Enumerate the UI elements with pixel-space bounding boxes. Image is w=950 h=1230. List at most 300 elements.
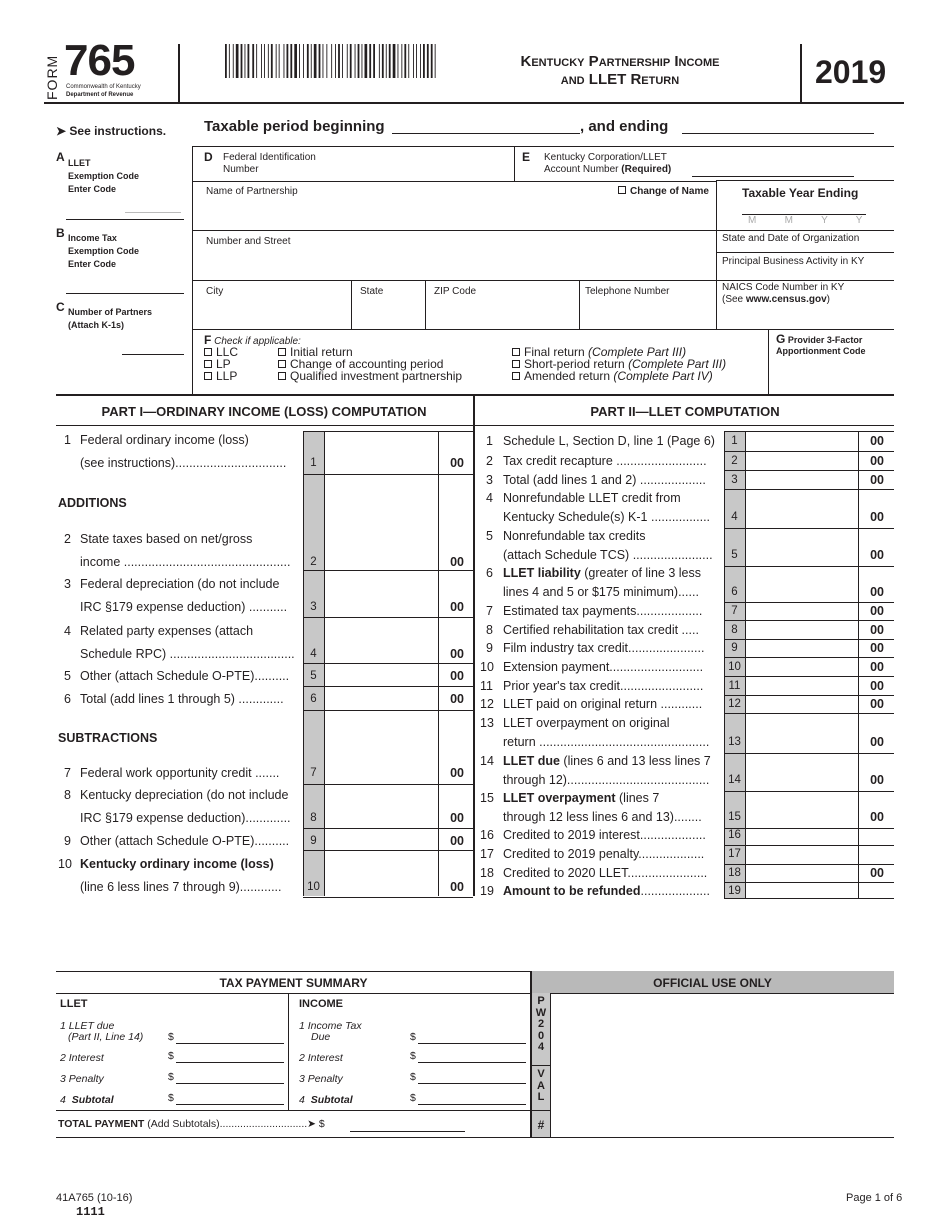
summary-header-rule (56, 993, 894, 994)
barcode-bar (362, 44, 363, 78)
part2-line-text: Kentucky Schedule(s) K-1 ................. (503, 510, 711, 524)
part2-line-span: Credited to 2019 interest................... (503, 828, 706, 842)
e-letter: E (522, 150, 531, 164)
part1-cents-zeros: 00 (450, 669, 464, 683)
part1-box-label: 1 (310, 457, 317, 469)
part2-line-span: (lines 7 (615, 791, 660, 805)
ky-account-input[interactable] (692, 176, 854, 177)
part2-row-rule (724, 489, 894, 490)
part1-box-label: 7 (310, 767, 317, 779)
a-dash-hint (125, 212, 181, 213)
part2-cents-zeros: 00 (870, 773, 884, 787)
form-code: 41A765 (10-16) (56, 1192, 133, 1204)
period-beginning-field[interactable] (392, 133, 580, 134)
partnership-name-input[interactable] (206, 200, 606, 226)
qualified-partnership-checkbox[interactable]: Qualified investment partnership (278, 370, 462, 382)
part1-row-rule (303, 617, 473, 618)
part2-line-text (503, 716, 670, 730)
part2-line-number: 3 (486, 473, 493, 487)
part2-amount-input[interactable] (747, 771, 856, 788)
part2-amount-input[interactable] (747, 808, 856, 825)
official-use-title: OFFICIAL USE ONLY (653, 976, 772, 990)
llet-due-label: 1 LLET due (Part II, Line 14) (60, 1020, 144, 1043)
zip-phone-divider (579, 280, 580, 329)
part2-line-number: 10 (480, 660, 494, 674)
part1-cents-zeros: 00 (450, 811, 464, 825)
part1-line-number: 3 (64, 577, 71, 591)
income-dollar-sign: $ (410, 1092, 416, 1104)
id-bottom-rule (56, 394, 894, 396)
parts-divider (473, 394, 475, 896)
part2-amount-input[interactable] (747, 677, 856, 694)
income-heading: INCOME (299, 998, 343, 1010)
llet-penalty-label: 3 Penalty (60, 1073, 104, 1085)
llet-amount-input[interactable] (176, 1043, 284, 1044)
barcode-bar (386, 44, 387, 78)
part2-amount-input[interactable] (747, 864, 856, 881)
part2-line-span: Nonrefundable tax credits (503, 529, 646, 543)
part2-amount-input[interactable] (747, 845, 856, 862)
d-label: Federal Identification Number (223, 152, 316, 175)
part2-box-label: 1 (731, 435, 738, 447)
barcode-bar (404, 44, 406, 78)
part2-box-label: 11 (728, 680, 741, 692)
id-right-mid (716, 252, 894, 253)
official-strip-border (550, 993, 551, 1137)
part1-amount-input[interactable] (326, 809, 436, 827)
llet-amount-input[interactable] (176, 1083, 284, 1084)
part2-line-number: 7 (486, 604, 493, 618)
id-street-bottom (192, 280, 894, 281)
part2-amount-input[interactable] (747, 882, 856, 899)
part2-line-number: 5 (486, 529, 493, 543)
barcode-bar (319, 44, 321, 78)
part1-cents-zeros: 00 (450, 647, 464, 661)
part1-cents-zeros: 00 (450, 600, 464, 614)
part1-amount-input[interactable] (326, 598, 436, 616)
part1-row-rule (303, 710, 473, 711)
part2-line-text (503, 679, 703, 693)
part2-line-span: Certified rehabilitation tax credit ..... (503, 623, 699, 637)
barcode-bar (355, 44, 356, 78)
part1-line-text: State taxes based on net/gross (80, 532, 253, 546)
part2-line-bold: LLET due (503, 754, 560, 768)
a-letter: A (56, 150, 65, 164)
llp-checkbox[interactable]: LLP (204, 370, 238, 382)
part2-amount-input[interactable] (747, 695, 856, 712)
part1-amount-input[interactable] (326, 832, 436, 850)
barcode-bar (431, 44, 433, 78)
part2-box-label: 8 (731, 624, 738, 636)
part2-line-number: 17 (480, 847, 494, 861)
city-label: City (206, 286, 224, 297)
part2-box-label: 16 (728, 829, 741, 841)
part2-line-span: Nonrefundable LLET credit from (503, 491, 681, 505)
part1-amount-input[interactable] (326, 667, 436, 685)
part2-line-span: Total (add lines 1 and 2) ................... (503, 473, 706, 487)
part2-line-number: 16 (480, 828, 494, 842)
part2-box-label: 13 (728, 736, 741, 748)
llet-amount-input[interactable] (176, 1062, 284, 1063)
page-number: Page 1 of 6 (846, 1192, 903, 1204)
state-date-org-label: State and Date of Organization (722, 233, 860, 244)
part2-line-span: (greater of line 3 less (580, 566, 701, 580)
part1-line-text: IRC §179 expense deduction) ........... (80, 600, 288, 614)
part2-line-span: LLET paid on original return ............ (503, 697, 703, 711)
part2-line-number: 15 (480, 791, 494, 805)
part2-cents-zeros: 00 (870, 585, 884, 599)
part2-box-label: 3 (731, 474, 738, 486)
barcode-bar (347, 44, 348, 78)
part2-cents-zeros: 00 (870, 434, 884, 448)
form-number: 765 (64, 36, 135, 85)
part1-line-text: Other (attach Schedule O-PTE).......... (80, 834, 290, 848)
summary-total-rule (56, 1110, 531, 1111)
part1-line-text: Federal ordinary income (loss) (80, 433, 249, 447)
part2-row-rule (724, 791, 894, 792)
part2-row-rule (724, 898, 894, 899)
part2-cents-zeros: 00 (870, 697, 884, 711)
part2-line-text (503, 604, 702, 618)
part2-amount-input[interactable] (747, 602, 856, 619)
id-left-border (192, 146, 193, 394)
llc-checkbox[interactable]: LLC (204, 346, 238, 358)
naics-label: NAICS Code Number in KY (See www.census.gov) (722, 282, 845, 305)
principal-activity-label: Principal Business Activity in KY (722, 256, 865, 267)
period-ending-field[interactable] (682, 133, 874, 134)
part1-row-rule (303, 474, 473, 475)
part2-amount-input[interactable] (747, 658, 856, 675)
change-of-name-checkbox[interactable]: Change of Name (618, 186, 709, 198)
part2-amount-input[interactable] (747, 432, 856, 449)
part2-line-text (503, 491, 681, 505)
barcode-bar (229, 44, 230, 78)
part2-line-span: Prior year's tax credit........................ (503, 679, 704, 693)
amended-return-checkbox[interactable]: Amended return (Complete Part IV) (512, 370, 726, 382)
part1-row-rule (303, 850, 473, 851)
zip-label: ZIP Code (434, 286, 477, 297)
part2-row-rule (724, 753, 894, 754)
part2-line-text (503, 884, 710, 898)
part1-line-number: 4 (64, 624, 71, 638)
part1-line-number: 7 (64, 766, 71, 780)
form-title-line1: Kentucky Partnership Income (520, 53, 720, 70)
part2-line-text (503, 847, 704, 861)
part2-line-span: Film industry tax credit...................... (503, 641, 705, 655)
part1-line-number: 2 (64, 532, 71, 546)
barcode-bar (420, 44, 421, 78)
part2-line-span: LLET overpayment on original (503, 716, 670, 730)
val-stamp (532, 1069, 550, 1104)
barcode-bar (423, 44, 425, 78)
part2-amount-input[interactable] (747, 583, 856, 600)
part1-amount-input[interactable] (326, 764, 436, 782)
part2-box-label: 12 (728, 698, 741, 710)
part2-row-rule (724, 713, 894, 714)
see-instructions: ➤ See instructions. (56, 124, 167, 138)
department-label: Department of Revenue (66, 92, 134, 98)
part2-box-label: 15 (728, 811, 741, 823)
barcode-bar (389, 44, 391, 78)
part2-line-text: (attach Schedule TCS) ....................... (503, 548, 713, 562)
part2-line-span: .................... (640, 884, 710, 898)
part1-amount-input[interactable] (326, 645, 436, 663)
income-subtotal-label: 4 Subtotal (299, 1094, 353, 1106)
g-label: G Provider 3-Factor Apportionment Code (776, 332, 866, 356)
part2-line-number: 11 (480, 679, 493, 693)
barcode-bar (342, 44, 343, 78)
taxable-year-ending-label: Taxable Year Ending (742, 186, 859, 200)
part2-amount-input[interactable] (747, 639, 856, 656)
federal-id-input[interactable] (330, 150, 510, 178)
part1-row-rule (303, 897, 473, 898)
f-check-label: F Check if applicable: (204, 333, 301, 347)
part1-row-rule (303, 663, 473, 664)
barcode (225, 44, 437, 78)
part2-line-text (503, 473, 706, 487)
state-zip-divider (425, 280, 426, 329)
part1-line-number: 6 (64, 692, 71, 706)
llet-amount-input[interactable] (176, 1104, 284, 1105)
pw204-char: 4 (537, 1041, 545, 1053)
barcode-bar (290, 44, 292, 78)
barcode-bar (427, 44, 429, 78)
barcode-bar (326, 44, 327, 78)
part2-box-label: 6 (731, 586, 738, 598)
pw204-char: P (537, 995, 545, 1007)
barcode-bar (379, 44, 380, 78)
part2-cents-zeros: 00 (870, 548, 884, 562)
part2-line-span: (lines 6 and 13 less lines 7 (559, 754, 711, 768)
part2-line-bold: LLET liability (503, 566, 581, 580)
income-amount-input[interactable] (418, 1043, 526, 1044)
part2-line-bold: LLET overpayment (503, 791, 616, 805)
barcode-bar (225, 44, 227, 78)
part2-line-text: lines 4 and 5 or $175 minimum)...... (503, 585, 699, 599)
street-label: Number and Street (206, 236, 291, 247)
part2-box-label: 9 (731, 642, 738, 654)
barcode-bar (294, 44, 297, 78)
part1-box-label: 4 (310, 648, 317, 660)
part2-line-text: through 12 less lines 6 and 13)........ (503, 810, 702, 824)
part2-amount-input[interactable] (747, 546, 856, 563)
part2-line-text: through 12)......................................... (503, 773, 710, 787)
part1-box-label: 2 (310, 556, 317, 568)
income-amount-input[interactable] (418, 1062, 526, 1063)
return-type-group-2 (512, 346, 726, 382)
part2-row-rule (724, 528, 894, 529)
part1-line-text: Federal work opportunity credit ....... (80, 766, 280, 780)
part1-col-top (303, 431, 473, 432)
partnership-name-label: Name of Partnership (206, 186, 298, 197)
barcode-bar (248, 44, 250, 78)
part2-title: PART II—LLET COMPUTATION (590, 404, 780, 419)
pw204-char: W (535, 1006, 547, 1019)
summary-title: TAX PAYMENT SUMMARY (219, 976, 368, 990)
part1-line-text: Kentucky ordinary income (loss) (80, 857, 274, 871)
part1-line-text: Related party expenses (attach (80, 624, 254, 638)
form-code-2: 1111 (76, 1205, 105, 1219)
total-payment-input[interactable] (350, 1131, 465, 1132)
part1-box-label: 5 (310, 670, 317, 682)
final-return-checkbox[interactable]: Final return (Complete Part III) (512, 346, 726, 358)
id-right-col-border (716, 181, 717, 329)
part1-box-label: 3 (310, 601, 317, 613)
part2-cents-zeros: 00 (870, 866, 884, 880)
barcode-bar (401, 44, 402, 78)
barcode-bar (271, 44, 273, 78)
part2-line-span: Estimated tax payments................... (503, 604, 703, 618)
street-input[interactable] (206, 250, 706, 276)
part1-row-rule (303, 828, 473, 829)
subtractions-heading: SUBTRACTIONS (58, 731, 158, 745)
part2-amount-input[interactable] (747, 826, 856, 843)
part2-line-span: Extension payment........................... (503, 660, 704, 674)
g-left-border (768, 329, 769, 394)
header-rule (44, 102, 904, 104)
d-letter: D (204, 150, 213, 164)
id-d-bottom (192, 181, 716, 182)
commonwealth-label: Commonwealth of Kentucky (66, 84, 141, 90)
part2-cents-zeros: 00 (870, 735, 884, 749)
llet-heading: LLET (60, 998, 88, 1010)
part1-cents-zeros: 00 (450, 880, 464, 894)
barcode-bar (245, 44, 246, 78)
part1-line-text: Other (attach Schedule O-PTE).......... (80, 669, 290, 683)
barcode-bar (416, 44, 417, 78)
part1-line-number: 10 (58, 857, 72, 871)
part1-cents-zeros: 00 (450, 456, 464, 470)
form-title-line2: and LLET Return (560, 71, 680, 88)
form-word: FORM (44, 54, 60, 100)
period-ending-label: , and ending (580, 118, 669, 135)
part1-row-rule (303, 570, 473, 571)
part2-line-span: Credited to 2019 penalty................... (503, 847, 705, 861)
barcode-bar (350, 44, 352, 78)
llet-income-divider (288, 993, 289, 1110)
e-label: Kentucky Corporation/LLET Account Number (Required) (544, 152, 672, 175)
part2-line-number: 2 (486, 454, 493, 468)
val-char: L (537, 1091, 545, 1103)
barcode-bar (369, 44, 371, 78)
part2-box-label: 19 (728, 885, 741, 897)
part2-amount-input[interactable] (747, 621, 856, 638)
part1-amount-input[interactable] (326, 878, 436, 896)
part2-cents-zeros: 00 (870, 679, 884, 693)
part1-box-label: 9 (310, 835, 317, 847)
part1-cents-zeros: 00 (450, 834, 464, 848)
barcode-bar (252, 44, 254, 78)
period-beginning-label: Taxable period beginning (204, 118, 385, 135)
entity-type-group (204, 346, 238, 382)
part1-box-label: 6 (310, 693, 317, 705)
part1-amount-input[interactable] (326, 553, 436, 571)
c-letter: C (56, 300, 65, 314)
part1-line-text: (see instructions)................................ (80, 456, 287, 470)
llet-dollar-sign: $ (168, 1071, 174, 1083)
part1-box-label: 10 (307, 881, 320, 893)
barcode-bar (365, 44, 368, 78)
short-period-checkbox[interactable]: Short-period return (Complete Part III) (512, 358, 726, 370)
a-label: LLET Exemption Code Enter Code (68, 158, 140, 194)
income-tax-exemption-code-input[interactable] (66, 293, 184, 294)
header-divider-left (178, 44, 180, 102)
part2-line-span: Credited to 2020 LLET....................... (503, 866, 708, 880)
summary-bottom-rule (56, 1137, 894, 1138)
part2-line-number: 9 (486, 641, 493, 655)
part2-amount-input[interactable] (747, 733, 856, 750)
part2-line-number: 19 (480, 884, 494, 898)
barcode-bar (382, 44, 384, 78)
change-period-checkbox[interactable]: Change of accounting period (278, 358, 462, 370)
barcode-bar (393, 44, 396, 78)
barcode-bar (299, 44, 300, 78)
barcode-bar (233, 44, 234, 78)
llet-dollar-sign: $ (168, 1050, 174, 1062)
part2-line-text (503, 623, 699, 637)
parts-title-rule (56, 425, 894, 426)
c-label: Number of Partners (Attach K-1s) (68, 307, 153, 330)
barcode-bar (261, 44, 262, 78)
part2-amount-input[interactable] (747, 452, 856, 469)
id-de-divider (514, 146, 515, 181)
barcode-bar (303, 44, 304, 78)
part1-line-text: (line 6 less lines 7 through 9)............ (80, 880, 282, 894)
part2-line-text (503, 697, 702, 711)
part2-box-label: 10 (728, 661, 741, 673)
part2-box-label: 18 (728, 867, 741, 879)
income-amount-input[interactable] (418, 1104, 526, 1105)
barcode-bar (413, 44, 414, 78)
part2-amount-input[interactable] (747, 508, 856, 525)
income-amount-input[interactable] (418, 1083, 526, 1084)
part1-amount-input[interactable] (326, 690, 436, 708)
initial-return-checkbox[interactable]: Initial return (278, 346, 462, 358)
number-of-partners-input[interactable] (122, 354, 184, 355)
part2-line-number: 18 (480, 866, 494, 880)
part1-amount-input[interactable] (326, 454, 436, 472)
barcode-bar (307, 44, 309, 78)
barcode-bar (256, 44, 257, 78)
llet-exemption-code-input[interactable] (66, 219, 184, 220)
lp-checkbox[interactable]: LP (204, 358, 238, 370)
barcode-bar (236, 44, 239, 78)
part1-line-text: Federal depreciation (do not include (80, 577, 280, 591)
part1-box-label: 8 (310, 812, 317, 824)
part2-line-span: Schedule L, Section D, line 1 (Page 6) (503, 434, 715, 448)
part2-cents-zeros: 00 (870, 454, 884, 468)
part2-cents-zeros: 00 (870, 623, 884, 637)
part2-amount-input[interactable] (747, 471, 856, 488)
pw204-stamp (532, 996, 550, 1054)
id-name-bottom (192, 230, 894, 231)
part2-box-label: 2 (731, 455, 738, 467)
city-state-divider (351, 280, 352, 329)
barcode-bar (311, 44, 312, 78)
phone-label: Telephone Number (585, 286, 670, 297)
part1-row-rule (303, 686, 473, 687)
part2-box-label: 14 (728, 774, 741, 786)
part1-line-text: Kentucky depreciation (do not include (80, 788, 289, 802)
return-type-group-1 (278, 346, 462, 382)
barcode-bar (323, 44, 324, 78)
date-format-hint: M M Y Y (748, 215, 868, 226)
part1-title: PART I—ORDINARY INCOME (LOSS) COMPUTATION (101, 404, 427, 419)
b-label: Income Tax Exemption Code Enter Code (68, 233, 140, 269)
part1-line-number: 5 (64, 669, 71, 683)
part2-box-label: 7 (731, 605, 738, 617)
barcode-bar (314, 44, 317, 78)
